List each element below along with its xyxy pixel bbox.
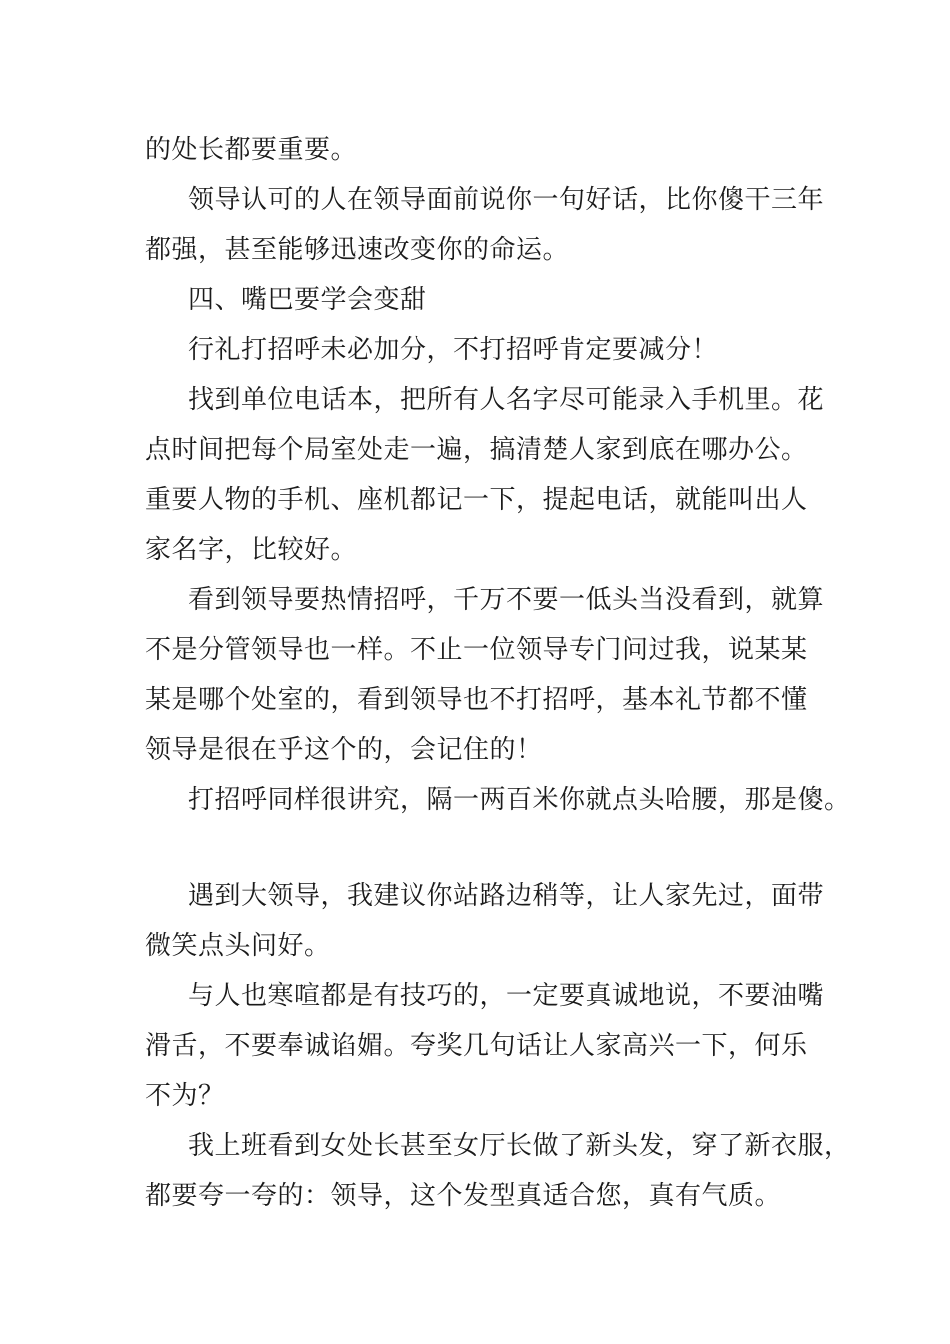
paragraph-line: 的处长都要重要。 <box>145 135 358 165</box>
paragraph-line: 点时间把每个局室处走一遍，搞清楚人家到底在哪办公。 <box>145 435 808 465</box>
paragraph-line: 重要人物的手机、座机都记一下，提起电话，就能叫出人 <box>145 485 808 515</box>
paragraph-line: 找到单位电话本，把所有人名字尽可能录入手机里。花 <box>188 385 825 415</box>
paragraph-line: 与人也寒喧都是有技巧的，一定要真诚地说，不要油嘴 <box>188 981 825 1011</box>
paragraph-line: 不是分管领导也一样。不止一位领导专门问过我，说某某 <box>145 635 808 665</box>
paragraph-line: 我上班看到女处长甚至女厅长做了新头发，穿了新衣服， <box>188 1131 851 1161</box>
paragraph-line: 打招呼同样很讲究，隔一两百米你就点头哈腰，那是傻。 <box>188 785 851 815</box>
paragraph-line: 滑舌，不要奉诚谄媚。夸奖几句话让人家高兴一下，何乐 <box>145 1031 808 1061</box>
paragraph-line: 家名字，比较好。 <box>145 535 358 565</box>
paragraph-line: 领导是很在乎这个的，会记住的！ <box>145 735 543 765</box>
section-heading: 四、嘴巴要学会变甜 <box>188 285 427 315</box>
paragraph-line: 微笑点头问好。 <box>145 931 331 961</box>
paragraph-line: 行礼打招呼未必加分，不打招呼肯定要减分！ <box>188 335 719 365</box>
paragraph-line: 不为？ <box>145 1081 225 1111</box>
paragraph-line: 都强，甚至能够迅速改变你的命运。 <box>145 235 570 265</box>
paragraph-line: 都要夸一夸的：领导，这个发型真适合您，真有气质。 <box>145 1181 782 1211</box>
paragraph-line: 遇到大领导，我建议你站路边稍等，让人家先过，面带 <box>188 881 825 911</box>
paragraph-line: 某是哪个处室的，看到领导也不打招呼，基本礼节都不懂 <box>145 685 808 715</box>
paragraph-line: 领导认可的人在领导面前说你一句好话，比你傻干三年 <box>188 185 825 215</box>
paragraph-line: 看到领导要热情招呼，千万不要一低头当没看到，就算 <box>188 585 825 615</box>
